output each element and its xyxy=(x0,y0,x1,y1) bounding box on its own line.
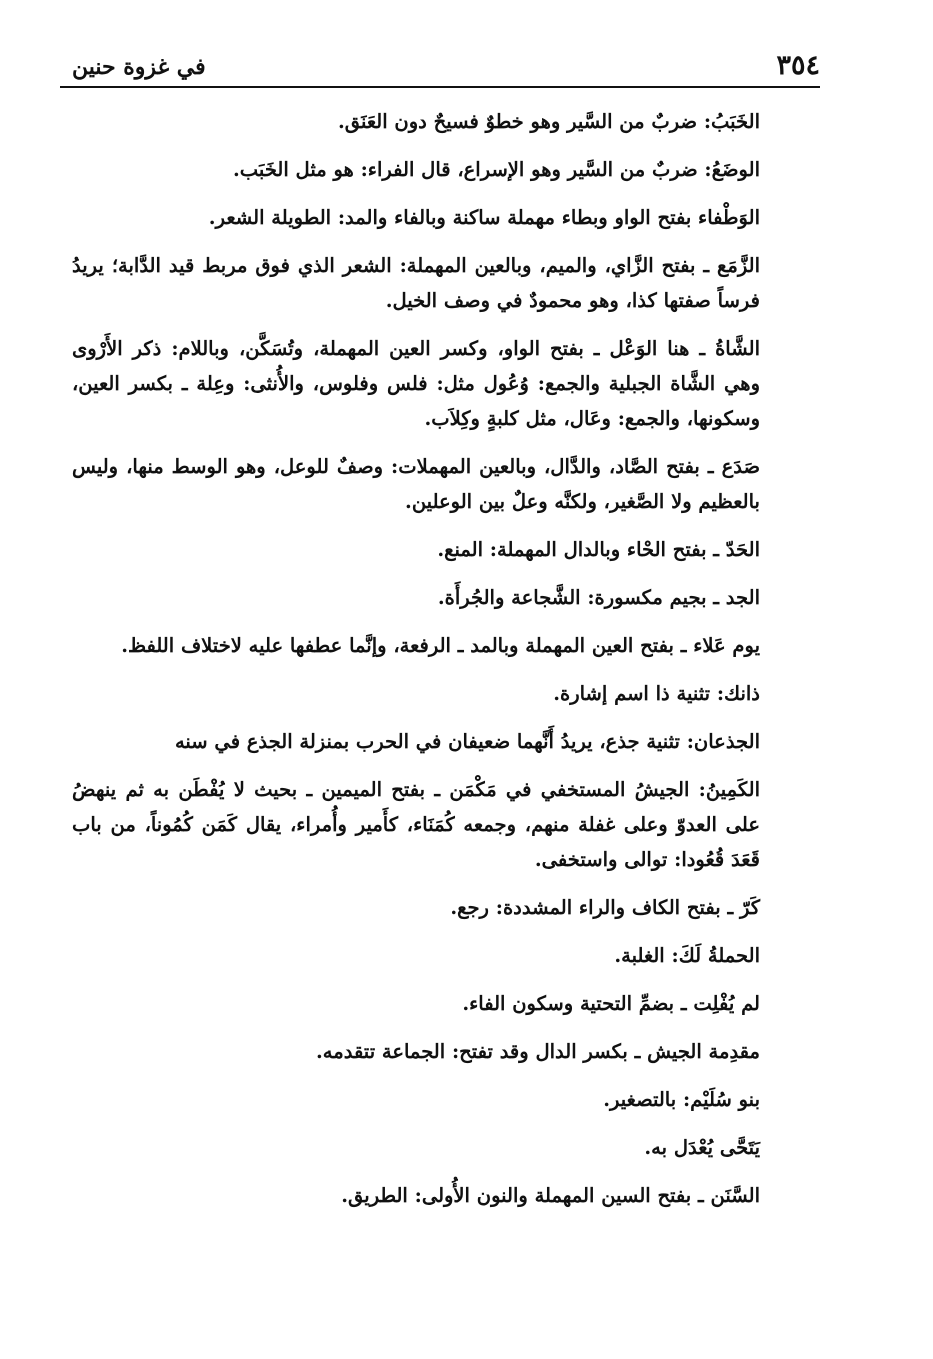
entry-hadd: الحَدّ ـ بفتح الحْاء وبالدال المهملة: المنع. xyxy=(437,538,760,561)
page-header xyxy=(72,50,820,86)
header-rule xyxy=(60,86,820,88)
page-number: ٣٥٤ xyxy=(776,50,820,81)
entry-watfaa: الوَطْفاء بفتح الواو وبطاء مهملة ساكنة وبالفاء والمد: الطويلة الشعر. xyxy=(208,206,760,229)
entry-sulaym: بنو سُلَيْم: بالتصغير. xyxy=(603,1088,760,1111)
entry-shah: الشَّاةُ ـ هنا الوَعْل ـ بفتح الواو، وكسر العين المهملة، وتُسَكَّن، وباللام: ذكر الأَرْوى وهي الشَّاة الجبلية والجمع: وُعُول مثل: فلس وفلوس، والأُنثى: وعِلة ـ بكسر العين، وسكونها، والجمع: وعَال، مثل كلبةٍ وكِلاَب. xyxy=(72,337,760,430)
entry-sada: صَدَع ـ بفتح الصَّاد، والدَّال، وبالعين المهملات: وصفٌ للوعل، وهو الوسط منها، وليس بالعظيم ولا الصَّغير، ولكنَّه وعلٌ بين الوعلين. xyxy=(72,455,760,513)
entry-sanan: السَّنَن ـ بفتح السين المهملة والنون الأُولى: الطريق. xyxy=(341,1184,760,1207)
entry-yuflit: لم يُفْلِت ـ بضمِّ التحتية وسكون الفاء. xyxy=(462,992,760,1015)
running-title: في غزوة حنين xyxy=(72,54,206,80)
entry-muqaddima: مقدِمة الجيش ـ بكسر الدال وقد تفتح: الجماعة تتقدمه. xyxy=(316,1040,760,1063)
body-text xyxy=(72,104,760,1226)
entry-kamin: الكَمِينُ: الجيشُ المستخفي في مَكْمَن ـ بفتح الميمين ـ بحيث لا يُفْطَن به ثم ينهضُ على العدوّ وعلى غفلة منهم، وجمعه كُمَنَاء، كأَمير وأُمراء، يقال كَمَن كُمُوناً، من باب قَعَدَ قُعُودا: توالى واستخفى. xyxy=(72,778,760,871)
entry-wada: الوضَعُ: ضربٌ من السَّير وهو الإسراع، قال الفراء: هو مثل الخَبَب. xyxy=(233,158,760,181)
entry-dhanik: ذانك: تثنية ذا اسم إشارة. xyxy=(553,682,760,705)
entry-karr: كَرّ ـ بفتح الكاف والراء المشددة: رجع. xyxy=(450,896,760,919)
entry-jidd: الجد ـ بجيم مكسورة: الشَّجاعة والجُرأَة. xyxy=(437,586,760,609)
entry-jadhaan: الجذعان: تثنية جذع، يريدُ أَنَّهما ضعيفان في الحرب بمنزلة الجذع في سنه xyxy=(174,730,760,753)
entry-yatahha: يَتَحَّى يُعْدَل به. xyxy=(644,1136,760,1159)
entry-zama: الزَّمَع ـ بفتح الزَّاي، والميم، وبالعين المهملة: الشعر الذي فوق مربط قيد الدَّابة؛ يريدُ فرساً صفتها كذا، وهو محمودٌ في وصف الخيل. xyxy=(72,254,760,312)
entry-alaa: يوم عَلاء ـ بفتح العين المهملة وبالمد ـ الرفعة، وإنَّما عطفها عليه لاختلاف اللفظ. xyxy=(121,634,760,657)
entry-khabab: الخَبَبُ: ضربٌ من السَّير وهو خطوٌ فسيحٌ دون العَنَق. xyxy=(337,110,760,133)
entry-hamla: الحملةُ لَكَ: الغلبة. xyxy=(614,944,760,967)
